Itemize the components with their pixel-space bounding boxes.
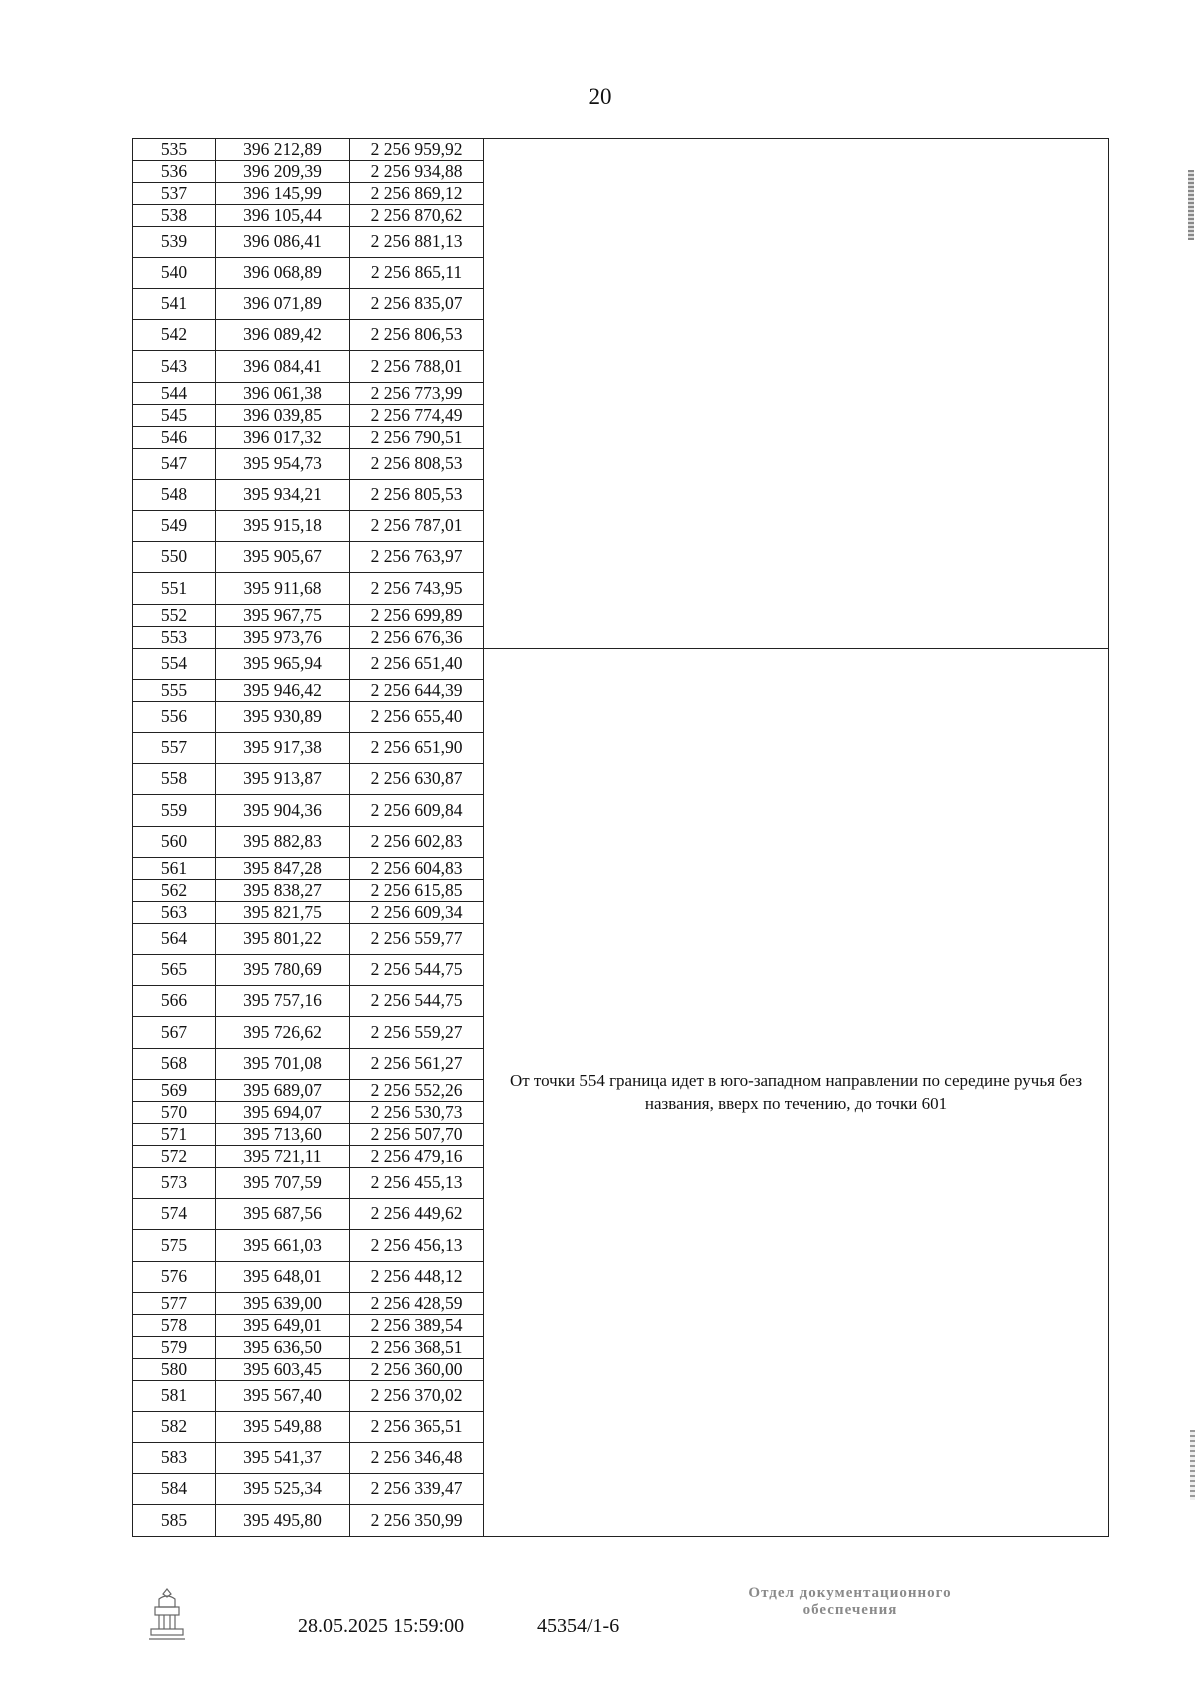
y-coordinate-cell: 2 256 630,87 [350,764,484,795]
y-coordinate-cell: 2 256 808,53 [350,449,484,480]
point-number-cell: 547 [133,449,216,480]
y-coordinate-cell: 2 256 448,12 [350,1262,484,1293]
x-coordinate-cell: 395 726,62 [216,1017,350,1049]
point-number-cell: 553 [133,627,216,649]
y-coordinate-cell: 2 256 615,85 [350,880,484,902]
point-number-cell: 570 [133,1102,216,1124]
x-coordinate-cell: 395 701,08 [216,1049,350,1080]
y-coordinate-cell: 2 256 790,51 [350,427,484,449]
x-coordinate-cell: 395 603,45 [216,1359,350,1381]
x-coordinate-cell: 395 904,36 [216,795,350,827]
y-coordinate-cell: 2 256 544,75 [350,955,484,986]
boundary-description-cell [484,139,1109,649]
y-coordinate-cell: 2 256 805,53 [350,480,484,511]
point-number-cell: 539 [133,227,216,258]
table-row [133,139,1109,161]
y-coordinate-cell: 2 256 530,73 [350,1102,484,1124]
point-number-cell: 583 [133,1443,216,1474]
x-coordinate-cell: 396 039,85 [216,405,350,427]
point-number-cell: 535 [133,139,216,161]
point-number-cell: 572 [133,1146,216,1168]
point-number-cell: 584 [133,1474,216,1505]
x-coordinate-cell: 395 707,59 [216,1168,350,1199]
x-coordinate-cell: 395 934,21 [216,480,350,511]
point-number-cell: 551 [133,573,216,605]
y-coordinate-cell: 2 256 743,95 [350,573,484,605]
point-number-cell: 571 [133,1124,216,1146]
x-coordinate-cell: 395 917,38 [216,733,350,764]
coordinates-table-body [133,139,1109,1537]
y-coordinate-cell: 2 256 455,13 [350,1168,484,1199]
y-coordinate-cell: 2 256 676,36 [350,627,484,649]
y-coordinate-cell: 2 256 651,40 [350,649,484,680]
y-coordinate-cell: 2 256 699,89 [350,605,484,627]
x-coordinate-cell: 396 209,39 [216,161,350,183]
point-number-cell: 581 [133,1381,216,1412]
y-coordinate-cell: 2 256 609,84 [350,795,484,827]
x-coordinate-cell: 395 636,50 [216,1337,350,1359]
y-coordinate-cell: 2 256 561,27 [350,1049,484,1080]
x-coordinate-cell: 395 687,56 [216,1199,350,1230]
y-coordinate-cell: 2 256 346,48 [350,1443,484,1474]
x-coordinate-cell: 395 973,76 [216,627,350,649]
y-coordinate-cell: 2 256 449,62 [350,1199,484,1230]
x-coordinate-cell: 395 930,89 [216,702,350,733]
point-number-cell: 576 [133,1262,216,1293]
point-number-cell: 554 [133,649,216,680]
y-coordinate-cell: 2 256 507,70 [350,1124,484,1146]
point-number-cell: 566 [133,986,216,1017]
y-coordinate-cell: 2 256 456,13 [350,1230,484,1262]
point-number-cell: 562 [133,880,216,902]
y-coordinate-cell: 2 256 479,16 [350,1146,484,1168]
point-number-cell: 563 [133,902,216,924]
x-coordinate-cell: 396 068,89 [216,258,350,289]
y-coordinate-cell: 2 256 602,83 [350,827,484,858]
y-coordinate-cell: 2 256 806,53 [350,320,484,351]
x-coordinate-cell: 395 713,60 [216,1124,350,1146]
x-coordinate-cell: 395 648,01 [216,1262,350,1293]
point-number-cell: 579 [133,1337,216,1359]
y-coordinate-cell: 2 256 881,13 [350,227,484,258]
point-number-cell: 558 [133,764,216,795]
x-coordinate-cell: 396 145,99 [216,183,350,205]
x-coordinate-cell: 395 954,73 [216,449,350,480]
point-number-cell: 561 [133,858,216,880]
scan-edge-mark [1188,170,1194,240]
point-number-cell: 556 [133,702,216,733]
point-number-cell: 574 [133,1199,216,1230]
y-coordinate-cell: 2 256 389,54 [350,1315,484,1337]
y-coordinate-cell: 2 256 655,40 [350,702,484,733]
x-coordinate-cell: 395 780,69 [216,955,350,986]
y-coordinate-cell: 2 256 869,12 [350,183,484,205]
x-coordinate-cell: 395 838,27 [216,880,350,902]
x-coordinate-cell: 396 086,41 [216,227,350,258]
y-coordinate-cell: 2 256 788,01 [350,351,484,383]
point-number-cell: 580 [133,1359,216,1381]
x-coordinate-cell: 395 495,80 [216,1505,350,1537]
x-coordinate-cell: 396 212,89 [216,139,350,161]
x-coordinate-cell: 395 801,22 [216,924,350,955]
point-number-cell: 550 [133,542,216,573]
x-coordinate-cell: 396 089,42 [216,320,350,351]
point-number-cell: 545 [133,405,216,427]
x-coordinate-cell: 395 821,75 [216,902,350,924]
y-coordinate-cell: 2 256 604,83 [350,858,484,880]
x-coordinate-cell: 395 567,40 [216,1381,350,1412]
point-number-cell: 568 [133,1049,216,1080]
point-number-cell: 538 [133,205,216,227]
point-number-cell: 549 [133,511,216,542]
y-coordinate-cell: 2 256 934,88 [350,161,484,183]
x-coordinate-cell: 395 905,67 [216,542,350,573]
point-number-cell: 585 [133,1505,216,1537]
boundary-description-cell: От точки 554 граница идет в юго-западном направлении по середине ручья без названия, вверх по течению, до точки 601 [484,649,1109,1537]
y-coordinate-cell: 2 256 774,49 [350,405,484,427]
point-number-cell: 567 [133,1017,216,1049]
footer-document-id: 45354/1-6 [537,1615,620,1637]
x-coordinate-cell: 395 915,18 [216,511,350,542]
y-coordinate-cell: 2 256 360,00 [350,1359,484,1381]
x-coordinate-cell: 396 084,41 [216,351,350,383]
point-number-cell: 578 [133,1315,216,1337]
x-coordinate-cell: 395 541,37 [216,1443,350,1474]
y-coordinate-cell: 2 256 350,99 [350,1505,484,1537]
point-number-cell: 555 [133,680,216,702]
point-number-cell: 542 [133,320,216,351]
x-coordinate-cell: 395 549,88 [216,1412,350,1443]
point-number-cell: 536 [133,161,216,183]
point-number-cell: 575 [133,1230,216,1262]
x-coordinate-cell: 395 965,94 [216,649,350,680]
y-coordinate-cell: 2 256 544,75 [350,986,484,1017]
y-coordinate-cell: 2 256 870,62 [350,205,484,227]
department-stamp-line: обеспечения [802,1602,898,1619]
point-number-cell: 546 [133,427,216,449]
point-number-cell: 560 [133,827,216,858]
emblem-icon [145,1585,189,1645]
y-coordinate-cell: 2 256 365,51 [350,1412,484,1443]
x-coordinate-cell: 395 847,28 [216,858,350,880]
table-row [133,649,1109,680]
x-coordinate-cell: 395 911,68 [216,573,350,605]
point-number-cell: 548 [133,480,216,511]
x-coordinate-cell: 395 967,75 [216,605,350,627]
x-coordinate-cell: 395 694,07 [216,1102,350,1124]
x-coordinate-cell: 395 946,42 [216,680,350,702]
x-coordinate-cell: 395 525,34 [216,1474,350,1505]
x-coordinate-cell: 396 017,32 [216,427,350,449]
y-coordinate-cell: 2 256 763,97 [350,542,484,573]
x-coordinate-cell: 396 071,89 [216,289,350,320]
y-coordinate-cell: 2 256 644,39 [350,680,484,702]
x-coordinate-cell: 395 649,01 [216,1315,350,1337]
x-coordinate-cell: 395 639,00 [216,1293,350,1315]
page-footer [0,1585,1200,1665]
y-coordinate-cell: 2 256 559,77 [350,924,484,955]
y-coordinate-cell: 2 256 865,11 [350,258,484,289]
department-stamp [700,1585,1000,1620]
point-number-cell: 569 [133,1080,216,1102]
y-coordinate-cell: 2 256 609,34 [350,902,484,924]
point-number-cell: 552 [133,605,216,627]
y-coordinate-cell: 2 256 773,99 [350,383,484,405]
point-number-cell: 543 [133,351,216,383]
point-number-cell: 577 [133,1293,216,1315]
y-coordinate-cell: 2 256 368,51 [350,1337,484,1359]
y-coordinate-cell: 2 256 959,92 [350,139,484,161]
point-number-cell: 544 [133,383,216,405]
x-coordinate-cell: 396 061,38 [216,383,350,405]
y-coordinate-cell: 2 256 428,59 [350,1293,484,1315]
y-coordinate-cell: 2 256 339,47 [350,1474,484,1505]
x-coordinate-cell: 395 757,16 [216,986,350,1017]
scan-edge-mark [1190,1430,1195,1500]
point-number-cell: 537 [133,183,216,205]
point-number-cell: 559 [133,795,216,827]
y-coordinate-cell: 2 256 370,02 [350,1381,484,1412]
point-number-cell: 541 [133,289,216,320]
footer-datetime: 28.05.2025 15:59:00 [298,1615,465,1637]
x-coordinate-cell: 395 882,83 [216,827,350,858]
point-number-cell: 573 [133,1168,216,1199]
y-coordinate-cell: 2 256 651,90 [350,733,484,764]
x-coordinate-cell: 395 721,11 [216,1146,350,1168]
department-stamp-line: Отдел документационного [748,1585,952,1601]
point-number-cell: 582 [133,1412,216,1443]
y-coordinate-cell: 2 256 559,27 [350,1017,484,1049]
y-coordinate-cell: 2 256 835,07 [350,289,484,320]
page-number: 20 [588,84,612,109]
y-coordinate-cell: 2 256 552,26 [350,1080,484,1102]
point-number-cell: 557 [133,733,216,764]
x-coordinate-cell: 396 105,44 [216,205,350,227]
x-coordinate-cell: 395 913,87 [216,764,350,795]
x-coordinate-cell: 395 661,03 [216,1230,350,1262]
x-coordinate-cell: 395 689,07 [216,1080,350,1102]
point-number-cell: 540 [133,258,216,289]
point-number-cell: 565 [133,955,216,986]
y-coordinate-cell: 2 256 787,01 [350,511,484,542]
coordinates-table [132,138,1109,1537]
point-number-cell: 564 [133,924,216,955]
